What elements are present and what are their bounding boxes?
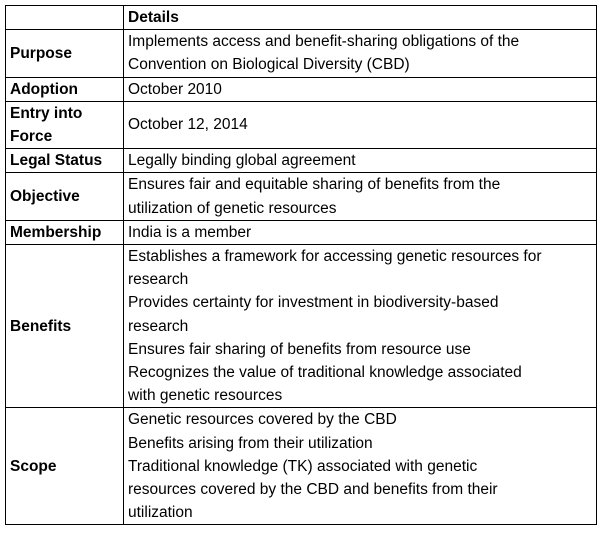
row-label: Membership (6, 220, 124, 244)
row-details (124, 408, 597, 525)
row-label: Scope (6, 408, 124, 525)
detail-line: Convention on Biological Diversity (CBD) (128, 56, 410, 74)
row-details (124, 220, 597, 244)
detail-line: Implements access and benefit-sharing obligations of the (128, 33, 520, 51)
detail-line: research (128, 271, 189, 289)
table-row-purpose (6, 30, 597, 77)
details-table (5, 5, 597, 525)
detail-line: Ensures fair and equitable sharing of benefits from the (128, 176, 501, 194)
row-label: Objective (6, 173, 124, 220)
row-details (124, 101, 597, 148)
row-label: Purpose (6, 30, 124, 77)
header-label-cell (6, 6, 124, 30)
detail-line: Recognizes the value of traditional knowledge associated (128, 364, 522, 382)
row-details (124, 30, 597, 77)
detail-line: utilization (128, 504, 193, 522)
detail-line: utilization of genetic resources (128, 199, 337, 217)
row-label: Legal Status (6, 149, 124, 173)
row-details (124, 149, 597, 173)
table-row-entry-into-force (6, 101, 597, 148)
detail-line: October 2010 (128, 80, 222, 98)
table-row-benefits (6, 245, 597, 408)
table-row-membership (6, 220, 597, 244)
table-row-objective (6, 173, 597, 220)
row-details (124, 77, 597, 101)
detail-line: Genetic resources covered by the CBD (128, 411, 397, 429)
row-label (6, 101, 124, 148)
detail-line: Ensures fair sharing of benefits from resource use (128, 340, 471, 358)
header-row (6, 6, 597, 30)
detail-line: with genetic resources (128, 387, 283, 405)
detail-line: India is a member (128, 223, 252, 241)
detail-line: Benefits arising from their utilization (128, 434, 373, 452)
detail-line: Traditional knowledge (TK) associated with genetic (128, 457, 478, 475)
table-row-legal-status (6, 149, 597, 173)
table-row-scope (6, 408, 597, 525)
row-label-line: Force (10, 128, 53, 146)
row-details (124, 173, 597, 220)
detail-line: resources covered by the CBD and benefits from their (128, 481, 498, 499)
detail-line: research (128, 317, 189, 335)
row-details (124, 245, 597, 408)
detail-line: October 12, 2014 (128, 116, 248, 134)
table-row-adoption (6, 77, 597, 101)
row-label-line: Entry into (10, 104, 83, 122)
detail-line: Provides certainty for investment in biodiversity-based (128, 294, 499, 312)
row-label: Benefits (6, 245, 124, 408)
header-details-cell: Details (124, 6, 597, 30)
row-label: Adoption (6, 77, 124, 101)
detail-line: Establishes a framework for accessing genetic resources for (128, 248, 542, 266)
detail-line: Legally binding global agreement (128, 152, 356, 170)
